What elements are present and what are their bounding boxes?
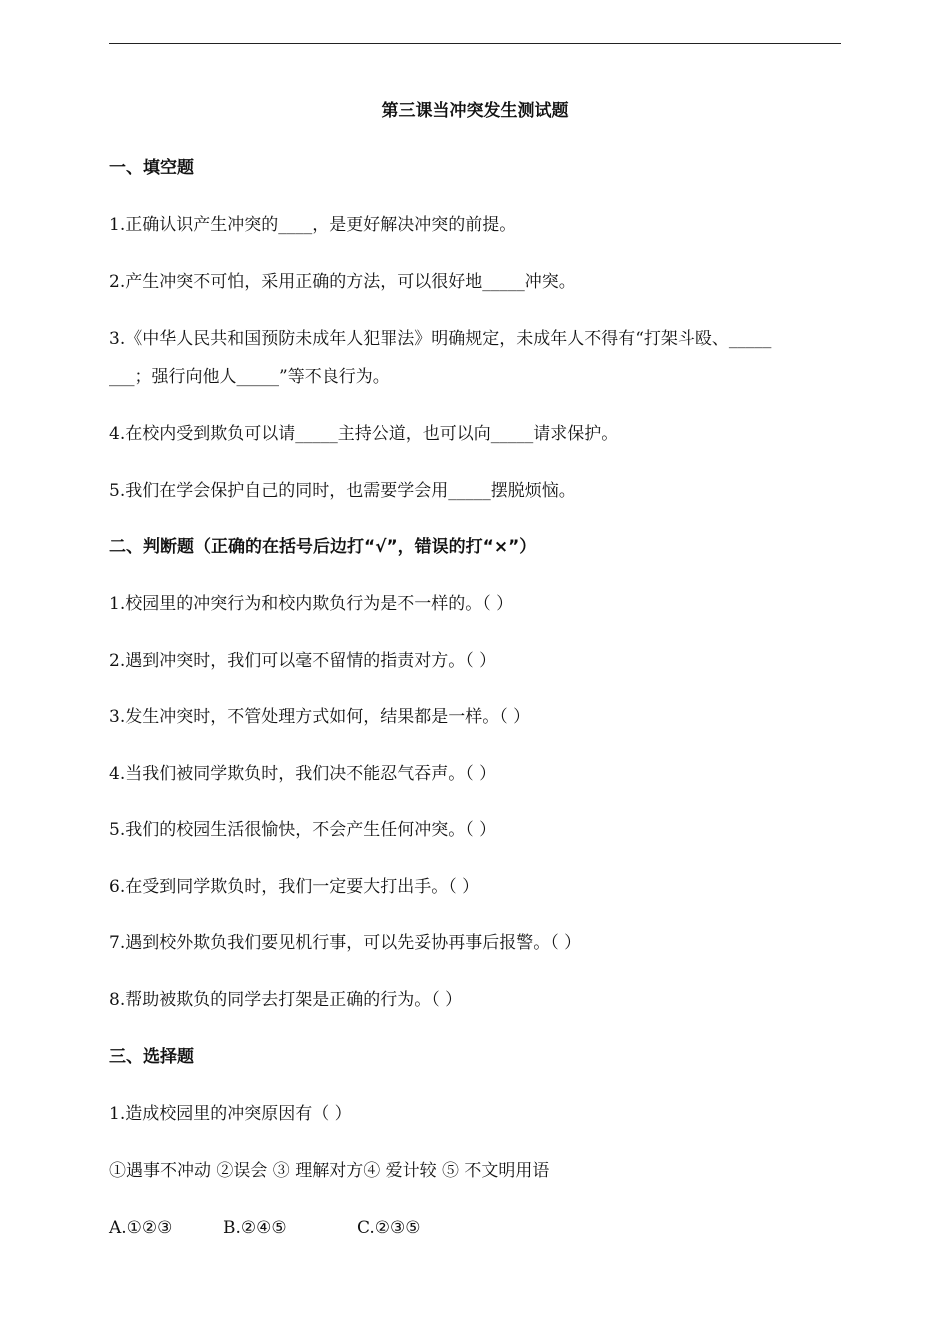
choice-question-1-options — [109, 1217, 421, 1239]
judge-question-2: 2.遇到冲突时，我们可以毫不留情的指责对方。（ ） — [109, 651, 497, 671]
judge-question-4: 4.当我们被同学欺负时，我们决不能忍气吞声。（ ） — [109, 764, 497, 784]
fill-question-5: 5.我们在学会保护自己的同时，也需要学会用_____摆脱烦恼。 — [109, 481, 576, 501]
page-title: 第三课当冲突发生测试题 — [381, 101, 569, 121]
judge-question-7: 7.遇到校外欺负我们要见机行事，可以先妥协再事后报警。（ ） — [109, 933, 582, 953]
fill-question-4: 4.在校内受到欺负可以请_____主持公道，也可以向_____请求保护。 — [109, 424, 619, 444]
judge-question-6: 6.在受到同学欺负时，我们一定要大打出手。（ ） — [109, 877, 480, 897]
fill-question-2: 2.产生冲突不可怕，采用正确的方法，可以很好地_____冲突。 — [109, 272, 576, 292]
option-a: A.①②③ — [109, 1218, 173, 1238]
choice-question-1: 1.造成校园里的冲突原因有（ ） — [109, 1104, 352, 1124]
section-choice-heading: 三、选择题 — [109, 1047, 194, 1067]
fill-question-3-line-2: ___；强行向他人_____”等不良行为。 — [109, 367, 390, 387]
fill-question-1: 1.正确认识产生冲突的____，是更好解决冲突的前提。 — [109, 215, 517, 235]
judge-question-5: 5.我们的校园生活很愉快，不会产生任何冲突。（ ） — [109, 820, 497, 840]
judge-question-8: 8.帮助被欺负的同学去打架是正确的行为。（ ） — [109, 990, 463, 1010]
judge-question-3: 3.发生冲突时，不管处理方式如何，结果都是一样。（ ） — [109, 707, 531, 727]
section-true-false-heading: 二、判断题（正确的在括号后边打“√”，错误的打“×”） — [109, 537, 537, 557]
judge-question-1: 1.校园里的冲突行为和校内欺负行为是不一样的。（ ） — [109, 594, 514, 614]
choice-question-1-items: ①遇事不冲动 ②误会 ③ 理解对方④ 爱计较 ⑤ 不文明用语 — [109, 1161, 550, 1181]
option-c: C.②③⑤ — [357, 1218, 421, 1238]
section-fill-blank-heading: 一、填空题 — [109, 158, 194, 178]
option-b: B.②④⑤ — [223, 1218, 287, 1238]
fill-question-3-line-1: 3.《中华人民共和国预防未成年人犯罪法》明确规定，未成年人不得有“打架斗殴、_____ — [109, 329, 772, 349]
header-rule — [109, 43, 841, 44]
